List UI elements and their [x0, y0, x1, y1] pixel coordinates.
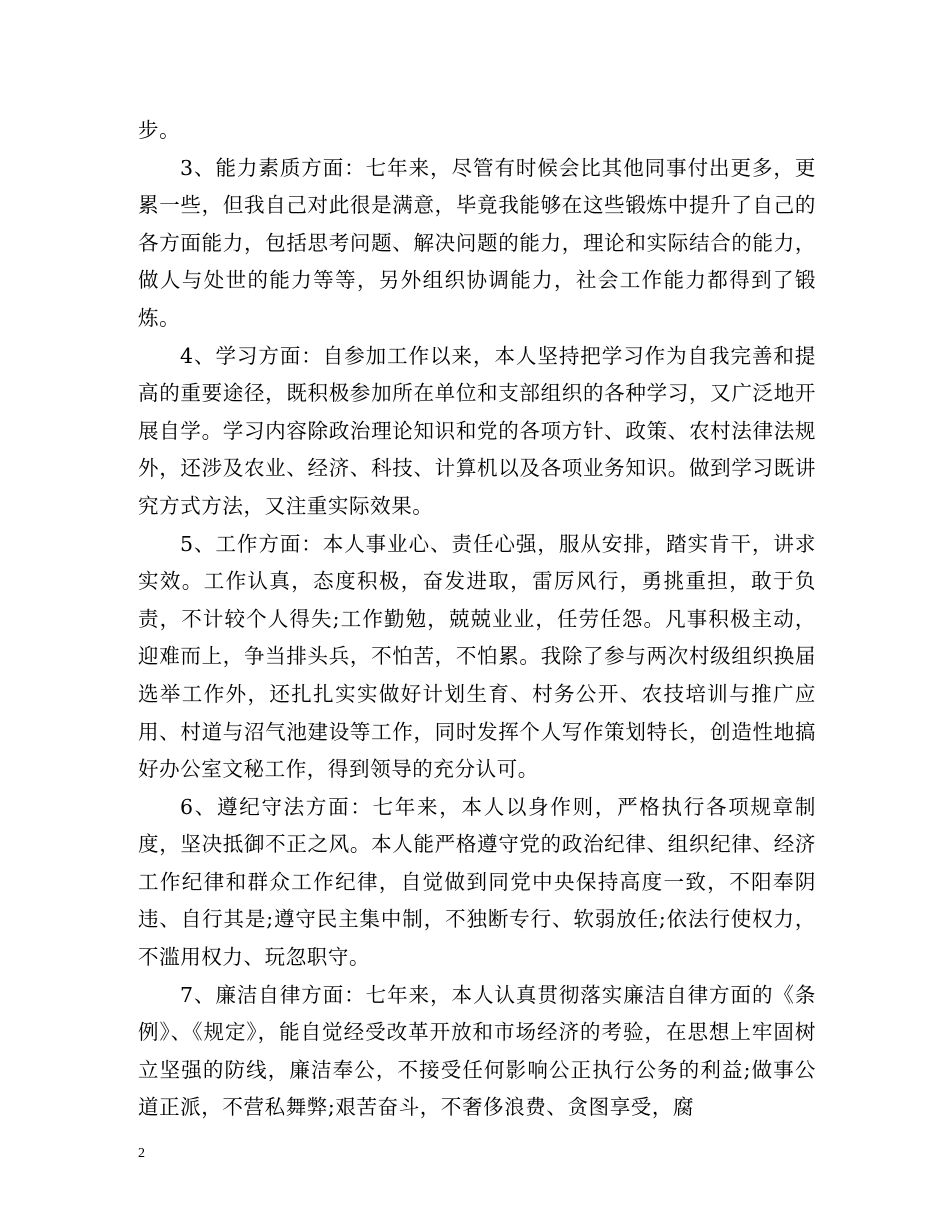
paragraph-law-abiding: 6、遵纪守法方面：七年来，本人以身作则，严格执行各项规章制度，坚决抵御不正之风。本人能严格遵守党的政治纪律、组织纪律、经济工作纪律和群众工作纪律，自觉做到同党中央保持高度一致，不阳奉阴违、自行其是;遵守民主集中制，不独断专行、软弱放任;依法行使权力，不滥用权力、玩忽职守。 — [138, 794, 816, 970]
document-body — [138, 112, 816, 1127]
paragraph-integrity: 7、廉洁自律方面：七年来，本人认真贯彻落实廉洁自律方面的《条例》、《规定》，能自觉经受改革开放和市场经济的考验，在思想上牢固树立坚强的防线，廉洁奉公，不接受任何影响公正执行公务的利益;做事公道正派，不营私舞弊;艰苦奋斗，不奢侈浪费、贪图享受，腐 — [138, 982, 816, 1120]
paragraph-continuation: 步。 — [138, 118, 181, 142]
page-number: 2 — [138, 1146, 145, 1161]
paragraph-study: 4、学习方面：自参加工作以来，本人坚持把学习作为自我完善和提高的重要途径，既积极参加所在单位和支部组织的各种学习，又广泛地开展自学。学习内容除政治理论知识和党的各项方针、政策、农村法律法规外，还涉及农业、经济、科技、计算机以及各项业务知识。做到学习既讲究方式方法，又注重实际效果。 — [138, 343, 816, 518]
paragraph-work: 5、工作方面：本人事业心、责任心强，服从安排，踏实肯干，讲求实效。工作认真，态度积极，奋发进取，雷厉风行，勇挑重担，敢于负责，不计较个人得失;工作勤勉，兢兢业业，任劳任怨。凡事积极主动，迎难而上，争当排头兵，不怕苦，不怕累。我除了参与两次村级组织换届选举工作外，还扎扎实实做好计划生育、村务公开、农技培训与推广应用、村道与沼气池建设等工作，同时发挥个人写作策划特长，创造性地搞好办公室文秘工作，得到领导的充分认可。 — [138, 531, 816, 782]
paragraph-ability: 3、能力素质方面：七年来，尽管有时候会比其他同事付出更多，更累一些，但我自己对此很是满意，毕竟我能够在这些锻炼中提升了自己的各方面能力，包括思考问题、解决问题的能力，理论和实际结合的能力，做人与处世的能力等等，另外组织协调能力，社会工作能力都得到了锻炼。 — [138, 155, 816, 330]
